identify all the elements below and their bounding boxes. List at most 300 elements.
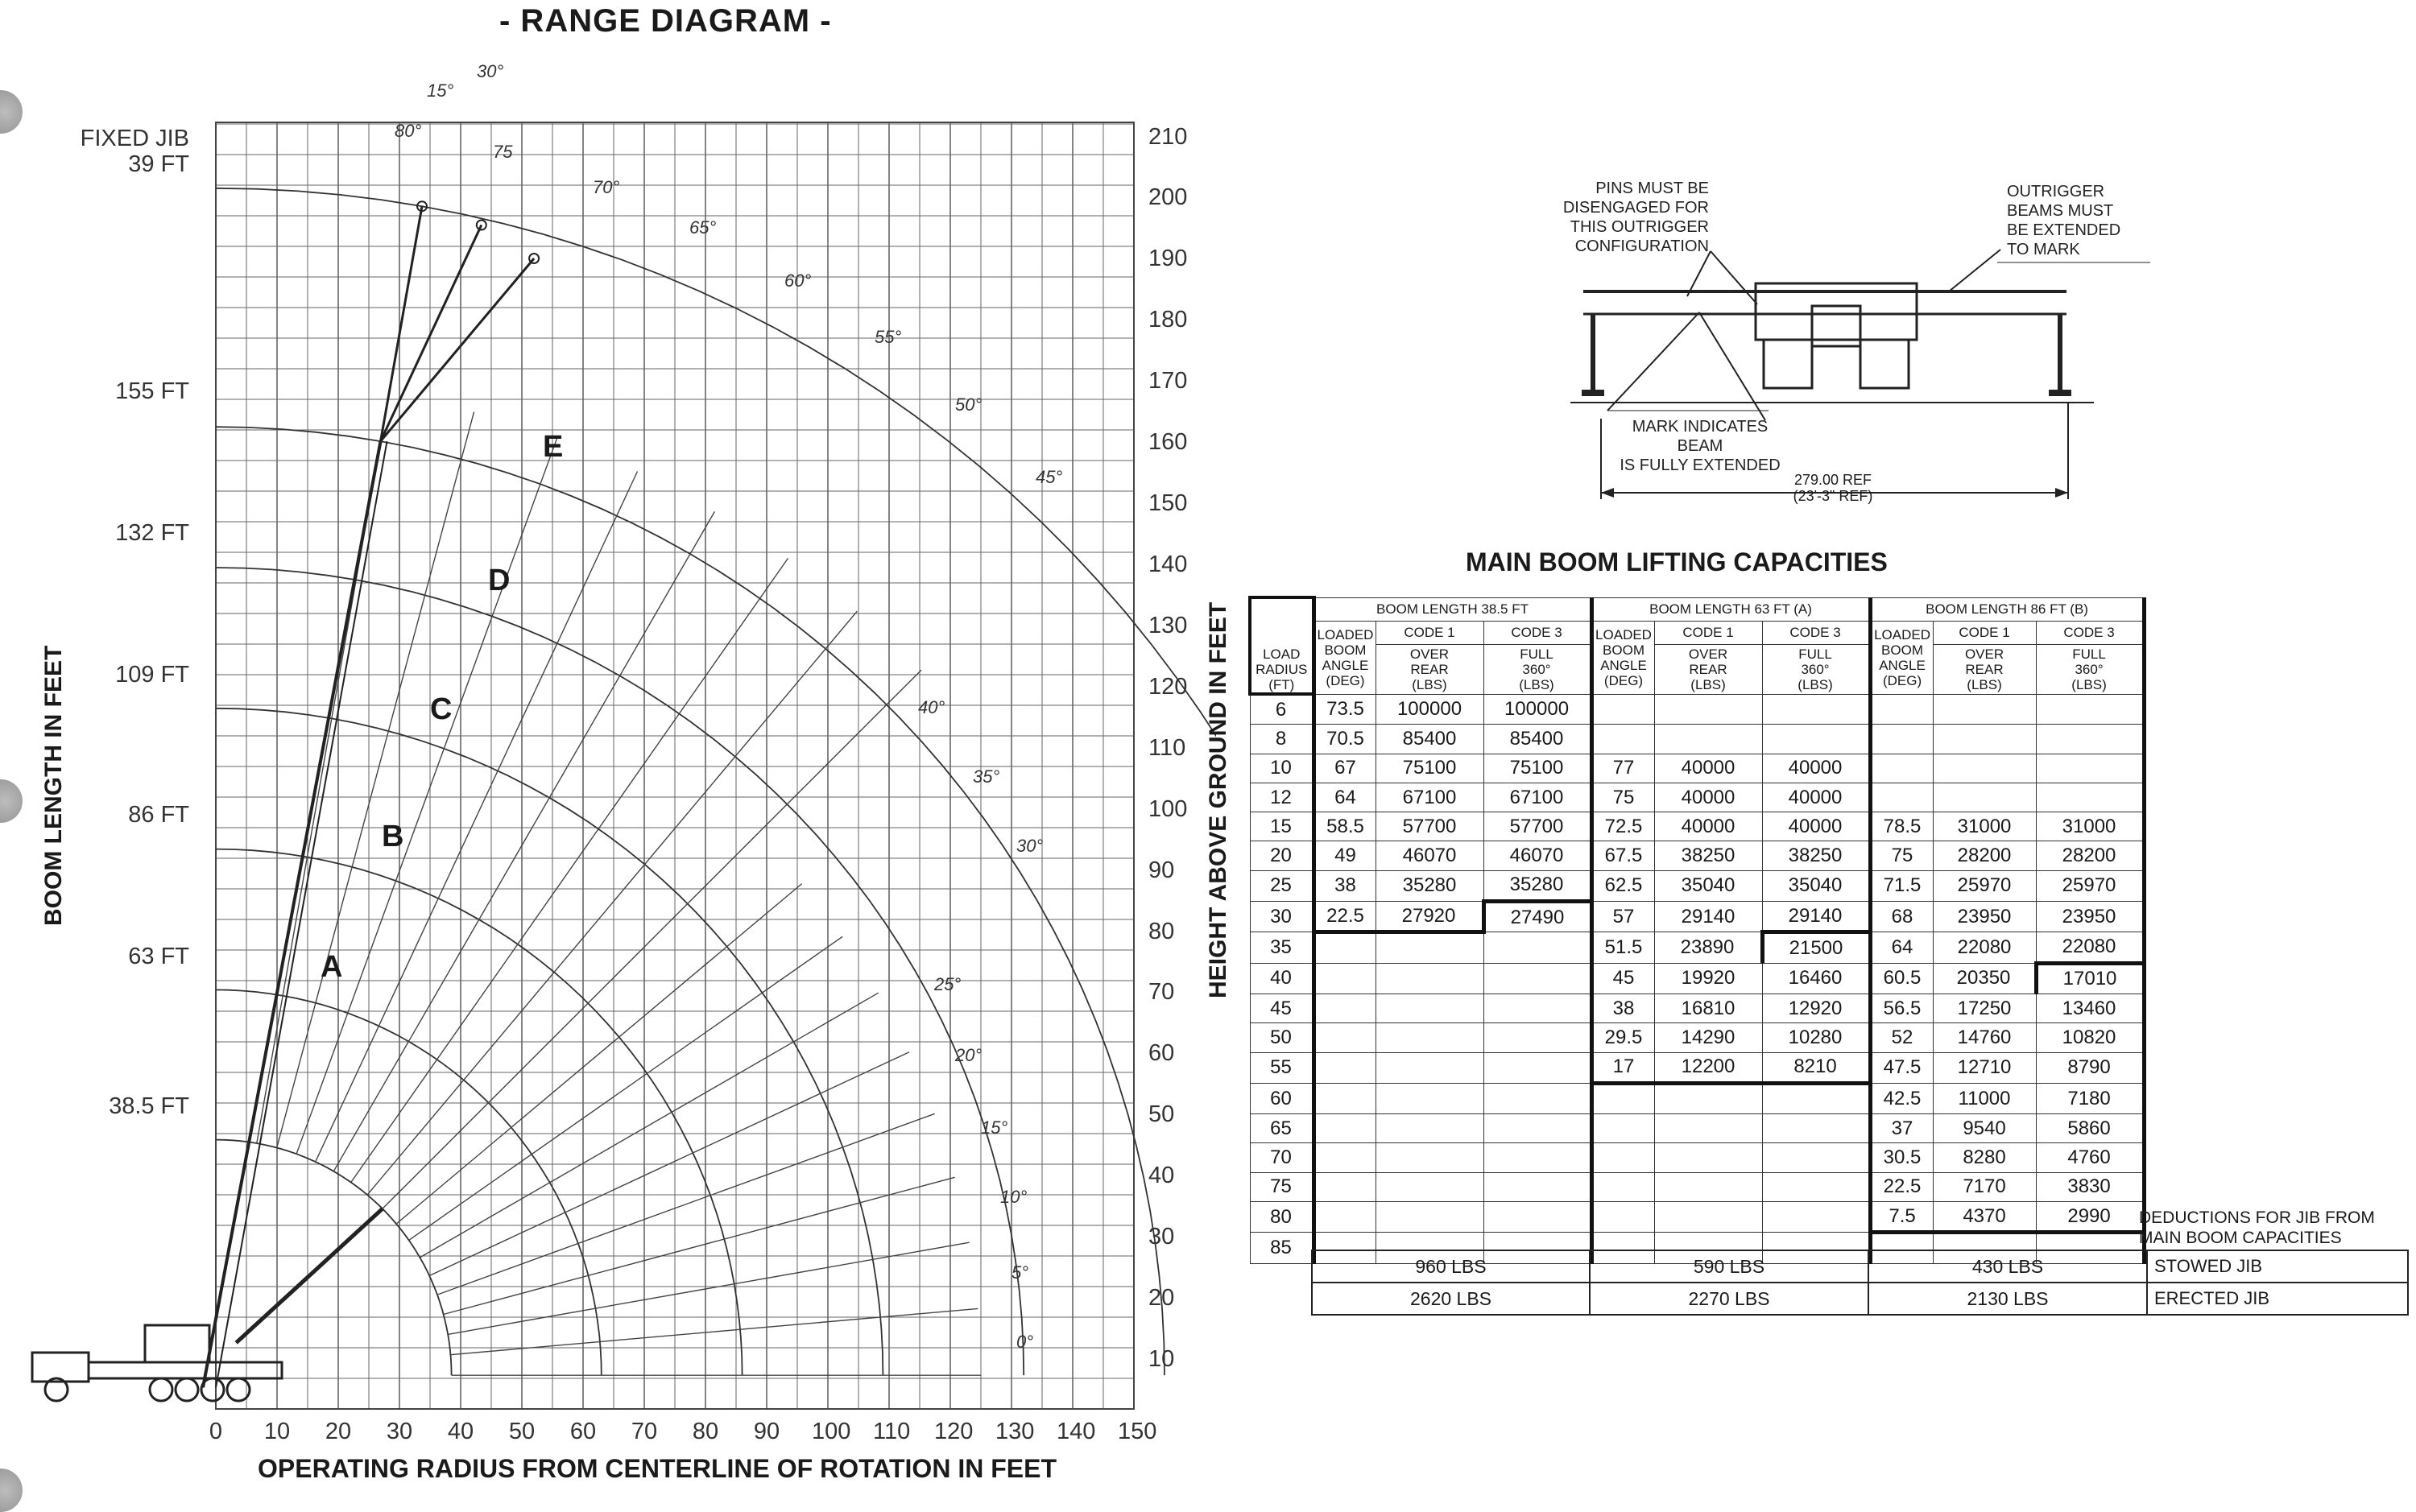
capacity-cell <box>1483 1023 1591 1052</box>
capacity-cell: 77 <box>1591 754 1654 783</box>
capacity-cell <box>1870 725 1933 754</box>
capacity-table-body <box>1250 694 2144 1263</box>
leader-line <box>1711 251 1757 304</box>
height-tick-label: 110 <box>1148 734 1186 761</box>
capacity-cell <box>1313 1114 1376 1143</box>
capacity-cell: 22.5 <box>1870 1172 1933 1201</box>
zone-label-a: A <box>321 950 343 984</box>
capacity-cell: 28200 <box>1933 841 2036 870</box>
dimension-label: 279.00 REF (23'-3" REF) <box>1793 472 1873 504</box>
capacity-cell <box>1483 1172 1591 1201</box>
load-radius-cell: 6 <box>1250 694 1313 725</box>
crane-turret-icon <box>145 1325 209 1362</box>
height-tick-label: 210 <box>1148 123 1188 150</box>
capacity-cell: 4760 <box>2036 1143 2144 1172</box>
stowed-boom-icon <box>236 1208 383 1342</box>
table-row <box>1250 994 2144 1022</box>
code1-header: CODE 1 <box>1654 621 1762 644</box>
load-radius-cell: 45 <box>1250 994 1313 1022</box>
capacity-cell <box>1483 932 1591 963</box>
capacity-cell: 10820 <box>2036 1023 2144 1052</box>
angle-label-60: 60° <box>784 271 812 291</box>
capacity-cell: 70.5 <box>1313 725 1376 754</box>
full-360-header: FULL 360° (LBS) <box>2036 644 2144 694</box>
angle-header: LOADED BOOM ANGLE (DEG) <box>1870 621 1933 694</box>
capacity-cell: 19920 <box>1654 963 1762 994</box>
capacity-cell <box>1591 1114 1654 1143</box>
capacity-cell: 20350 <box>1933 963 2036 994</box>
capacity-cell: 60.5 <box>1870 963 1933 994</box>
angle-label-75: 75 <box>493 142 513 162</box>
deduction-cell: 2130 LBS <box>1868 1283 2147 1315</box>
arrow-icon <box>1601 488 1614 498</box>
code1-header: CODE 1 <box>1933 621 2036 644</box>
capacity-cell <box>1933 694 2036 725</box>
x-tick-label: 60 <box>569 1419 597 1444</box>
angle-label-20: 20° <box>955 1045 983 1065</box>
capacity-cell <box>1376 963 1483 994</box>
fixed-jib-label: FIXED JIB <box>80 126 189 151</box>
capacity-cell: 40000 <box>1654 812 1762 841</box>
table-row <box>1250 1202 2144 1233</box>
capacity-table-title: MAIN BOOM LIFTING CAPACITIES <box>1466 547 1888 576</box>
deduction-label: STOWED JIB <box>2147 1250 2408 1283</box>
zone-label-b: B <box>382 820 404 853</box>
capacity-cell: 17010 <box>2036 963 2144 994</box>
capacity-cell: 14760 <box>1933 1023 2036 1052</box>
boom-angle-line <box>351 558 788 1182</box>
height-tick-label: 160 <box>1148 429 1188 456</box>
angle-label-45: 45° <box>1036 467 1063 487</box>
capacity-cell: 12920 <box>1762 994 1870 1022</box>
capacity-cell: 8210 <box>1762 1052 1870 1083</box>
over-rear-header: OVER REAR (LBS) <box>1376 644 1483 694</box>
capacity-cell: 2990 <box>2036 1202 2144 1233</box>
capacity-cell: 7180 <box>2036 1083 2144 1113</box>
table-row <box>1250 754 2144 783</box>
range-diagram-title: - RANGE DIAGRAM - <box>499 3 832 39</box>
table-row <box>1250 963 2144 994</box>
x-tick-label: 100 <box>812 1419 851 1444</box>
capacity-cell <box>1933 725 2036 754</box>
capacity-cell <box>1483 994 1591 1022</box>
capacity-cell <box>1654 1114 1762 1143</box>
capacity-cell: 11000 <box>1933 1083 2036 1113</box>
capacity-cell <box>2036 725 2144 754</box>
table-row <box>1250 1023 2144 1052</box>
truck-wheel-icon <box>201 1378 224 1401</box>
capacity-cell: 14290 <box>1654 1023 1762 1052</box>
x-tick-label: 120 <box>934 1419 974 1444</box>
capacity-cell: 58.5 <box>1313 812 1376 841</box>
height-tick-label: 20 <box>1148 1285 1175 1312</box>
boom-length-155-label: 155 FT <box>115 378 189 404</box>
deduction-cell: 2270 LBS <box>1590 1283 1868 1315</box>
capacity-cell: 40000 <box>1762 754 1870 783</box>
deductions-note: DEDUCTIONS FOR JIB FROM MAIN BOOM CAPACITIES <box>2139 1208 2375 1247</box>
table-row <box>1250 1172 2144 1201</box>
capacity-cell <box>1313 1083 1376 1113</box>
capacity-cell: 7170 <box>1933 1172 2036 1201</box>
capacity-cell: 23950 <box>2036 902 2144 932</box>
table-row <box>1312 1250 2408 1283</box>
capacity-cell: 25970 <box>2036 870 2144 901</box>
load-radius-cell: 30 <box>1250 902 1313 932</box>
table-row <box>1250 812 2144 841</box>
group-header-63: BOOM LENGTH 63 FT (A) <box>1591 597 1870 621</box>
capacity-cell: 57700 <box>1376 812 1483 841</box>
full-360-header: FULL 360° (LBS) <box>1483 644 1591 694</box>
capacity-cell: 67100 <box>1376 783 1483 812</box>
capacity-cell <box>1654 1083 1762 1113</box>
right-axis-title: HEIGHT ABOVE GROUND IN FEET <box>1205 601 1231 998</box>
left-axis-title: BOOM LENGTH IN FEET <box>40 645 67 926</box>
capacity-cell: 30.5 <box>1870 1143 1933 1172</box>
capacity-cell: 51.5 <box>1591 932 1654 963</box>
capacity-cell: 75 <box>1870 841 1933 870</box>
capacity-cell <box>1483 963 1591 994</box>
capacity-cell: 52 <box>1870 1023 1933 1052</box>
x-tick-label: 10 <box>263 1419 291 1444</box>
table-row <box>1250 783 2144 812</box>
capacity-cell <box>1313 932 1376 963</box>
height-tick-label: 100 <box>1148 795 1188 822</box>
capacity-cell: 8280 <box>1933 1143 2036 1172</box>
capacity-cell: 67.5 <box>1591 841 1654 870</box>
truck-wheel-icon <box>176 1378 198 1401</box>
load-radius-cell: 10 <box>1250 754 1313 783</box>
capacity-cell <box>2036 783 2144 812</box>
capacity-cell: 56.5 <box>1870 994 1933 1022</box>
truck-wheel-icon <box>150 1378 172 1401</box>
capacity-cell: 28200 <box>2036 841 2144 870</box>
capacity-cell <box>1654 725 1762 754</box>
angle-label-0: 0° <box>1016 1332 1034 1352</box>
capacity-cell: 27490 <box>1483 902 1591 932</box>
load-radius-cell: 35 <box>1250 932 1313 963</box>
capacity-cell <box>1933 754 2036 783</box>
capacity-cell: 35280 <box>1483 870 1591 901</box>
capacity-cell: 35040 <box>1762 870 1870 901</box>
deduction-cell: 2620 LBS <box>1312 1283 1590 1315</box>
capacity-cell: 38 <box>1313 870 1376 901</box>
capacity-cell <box>1313 1172 1376 1201</box>
x-tick-label: 0 <box>209 1419 223 1444</box>
code3-header: CODE 3 <box>1762 621 1870 644</box>
table-row <box>1250 902 2144 932</box>
boom-angle-line <box>383 670 921 1208</box>
capacity-cell <box>1313 1202 1376 1233</box>
height-tick-label: 90 <box>1148 857 1175 883</box>
capacity-cell <box>1376 1114 1483 1143</box>
outrigger-pad <box>1582 390 1604 396</box>
load-radius-cell: 20 <box>1250 841 1313 870</box>
angle-header: LOADED BOOM ANGLE (DEG) <box>1313 621 1376 694</box>
capacity-cell: 62.5 <box>1591 870 1654 901</box>
capacity-cell: 47.5 <box>1870 1052 1933 1083</box>
x-tick-label: 150 <box>1118 1419 1157 1444</box>
height-tick-label: 50 <box>1148 1101 1175 1128</box>
angle-label-5: 5° <box>1011 1262 1029 1283</box>
over-rear-header: OVER REAR (LBS) <box>1933 644 2036 694</box>
capacity-cell <box>2036 754 2144 783</box>
capacity-cell <box>1376 1023 1483 1052</box>
capacity-cell <box>1762 1083 1870 1113</box>
height-tick-label: 200 <box>1148 184 1188 211</box>
outrigger-pad <box>2049 390 2071 396</box>
group-header-86: BOOM LENGTH 86 FT (B) <box>1870 597 2144 621</box>
deduction-cell: 960 LBS <box>1312 1250 1590 1283</box>
group-header-38-5: BOOM LENGTH 38.5 FT <box>1313 597 1591 621</box>
x-tick-label: 130 <box>995 1419 1035 1444</box>
capacity-cell <box>1376 1172 1483 1201</box>
height-tick-label: 190 <box>1148 246 1188 272</box>
arrow-icon <box>2055 488 2068 498</box>
height-tick-label: 80 <box>1148 918 1175 944</box>
angle-label-30: 30° <box>1016 836 1044 856</box>
capacity-cell: 71.5 <box>1870 870 1933 901</box>
x-tick-label: 30 <box>386 1419 413 1444</box>
load-radius-cell: 75 <box>1250 1172 1313 1201</box>
boom-length-86-label: 86 FT <box>128 802 189 828</box>
jib-offset-30-label: 30° <box>477 61 504 81</box>
angle-label-70: 70° <box>593 177 620 197</box>
truck-tire-icon <box>1860 340 1909 388</box>
boom-length-109-label: 109 FT <box>115 662 189 688</box>
capacity-cell: 23950 <box>1933 902 2036 932</box>
load-radius-cell: 15 <box>1250 812 1313 841</box>
jib-length-label: 39 FT <box>128 151 189 177</box>
table-row <box>1250 932 2144 963</box>
capacity-cell: 21500 <box>1762 932 1870 963</box>
load-radius-cell: 55 <box>1250 1052 1313 1083</box>
capacity-cell: 73.5 <box>1313 694 1376 725</box>
boom-length-38-5-label: 38.5 FT <box>109 1093 189 1119</box>
x-tick-label: 20 <box>325 1419 352 1444</box>
load-radius-cell: 50 <box>1250 1023 1313 1052</box>
capacity-cell <box>1483 1114 1591 1143</box>
capacity-cell: 40000 <box>1762 812 1870 841</box>
capacity-cell <box>1654 1143 1762 1172</box>
capacity-cell <box>1591 694 1654 725</box>
capacity-cell: 57 <box>1591 902 1654 932</box>
jib-offset-15-label: 15° <box>427 81 454 101</box>
height-tick-label: 170 <box>1148 368 1188 395</box>
table-row <box>1250 841 2144 870</box>
capacity-cell: 10280 <box>1762 1023 1870 1052</box>
capacity-cell: 78.5 <box>1870 812 1933 841</box>
capacity-cell: 75100 <box>1483 754 1591 783</box>
capacity-cell <box>1376 1083 1483 1113</box>
capacity-cell <box>1762 694 1870 725</box>
capacity-cell: 8790 <box>2036 1052 2144 1083</box>
load-radius-cell: 12 <box>1250 783 1313 812</box>
capacity-cell: 17250 <box>1933 994 2036 1022</box>
capacity-cell: 16810 <box>1654 994 1762 1022</box>
capacity-cell <box>1483 1052 1591 1083</box>
capacity-cell: 64 <box>1313 783 1376 812</box>
capacity-cell: 22080 <box>2036 932 2144 963</box>
capacity-cell: 38 <box>1591 994 1654 1022</box>
x-tick-label: 50 <box>508 1419 536 1444</box>
capacity-cell: 16460 <box>1762 963 1870 994</box>
capacity-cell: 7.5 <box>1870 1202 1933 1233</box>
capacity-cell: 67 <box>1313 754 1376 783</box>
truck-chassis-icon <box>89 1362 282 1378</box>
capacity-cell: 22.5 <box>1313 902 1376 932</box>
x-tick-label: 90 <box>753 1419 780 1444</box>
capacity-cell: 40000 <box>1654 754 1762 783</box>
capacity-cell: 25970 <box>1933 870 2036 901</box>
capacity-cell: 31000 <box>1933 812 2036 841</box>
capacity-cell <box>1933 783 2036 812</box>
capacity-cell <box>1376 1202 1483 1233</box>
capacity-cell: 45 <box>1591 963 1654 994</box>
capacity-cell: 40000 <box>1654 783 1762 812</box>
angle-label-55: 55° <box>875 327 902 347</box>
capacity-cell <box>1483 1202 1591 1233</box>
capacity-cell <box>2036 694 2144 725</box>
capacity-cell: 49 <box>1313 841 1376 870</box>
capacity-cell: 68 <box>1870 902 1933 932</box>
capacity-cell <box>1870 694 1933 725</box>
capacity-cell: 9540 <box>1933 1114 2036 1143</box>
capacity-cell <box>1376 932 1483 963</box>
capacity-cell: 4370 <box>1933 1202 2036 1233</box>
angle-label-65: 65° <box>689 217 717 238</box>
capacity-cell: 23890 <box>1654 932 1762 963</box>
x-tick-label: 40 <box>447 1419 474 1444</box>
leader-line <box>1607 312 1699 411</box>
table-row <box>1250 1083 2144 1113</box>
capacity-cell <box>1654 694 1762 725</box>
load-radius-cell: 65 <box>1250 1114 1313 1143</box>
boom-angle-line <box>396 884 802 1225</box>
height-tick-label: 180 <box>1148 307 1188 333</box>
capacity-cell <box>1870 754 1933 783</box>
capacity-cell: 85400 <box>1376 725 1483 754</box>
capacity-cell <box>1313 1143 1376 1172</box>
zone-label-d: D <box>488 564 511 597</box>
capacity-cell <box>1762 1202 1870 1233</box>
capacity-cell: 12200 <box>1654 1052 1762 1083</box>
capacity-cell <box>1591 725 1654 754</box>
angle-header: LOADED BOOM ANGLE (DEG) <box>1591 621 1654 694</box>
load-radius-cell: 70 <box>1250 1143 1313 1172</box>
truck-tire-icon <box>1764 340 1812 388</box>
deduction-label: ERECTED JIB <box>2147 1283 2408 1315</box>
height-tick-label: 60 <box>1148 1040 1175 1067</box>
load-radius-cell: 8 <box>1250 725 1313 754</box>
table-row <box>1250 1143 2144 1172</box>
capacity-cell: 35040 <box>1654 870 1762 901</box>
beams-note: OUTRIGGER BEAMS MUST BE EXTENDED TO MARK <box>2007 183 2121 258</box>
zone-label-c: C <box>430 692 453 726</box>
capacity-cell: 85400 <box>1483 725 1591 754</box>
leader-line <box>1949 250 2000 291</box>
load-radius-cell: 80 <box>1250 1202 1313 1233</box>
capacity-cell <box>1483 1083 1591 1113</box>
mark-note: MARK INDICATES BEAM IS FULLY EXTENDED <box>1620 418 1781 474</box>
boom-length-63-label: 63 FT <box>128 944 189 969</box>
capacity-table <box>1248 596 2146 1264</box>
leader-line <box>1687 251 1711 296</box>
capacity-cell: 31000 <box>2036 812 2144 841</box>
height-tick-label: 120 <box>1148 673 1188 700</box>
load-radius-header: LOAD RADIUS (FT) <box>1250 597 1313 694</box>
capacity-cell <box>1591 1143 1654 1172</box>
capacity-cell: 57700 <box>1483 812 1591 841</box>
over-rear-header: OVER REAR (LBS) <box>1654 644 1762 694</box>
capacity-cell: 35280 <box>1376 870 1483 901</box>
capacity-cell <box>1654 1172 1762 1201</box>
code1-header: CODE 1 <box>1376 621 1483 644</box>
capacity-cell <box>1313 963 1376 994</box>
capacity-cell: 29140 <box>1762 902 1870 932</box>
load-radius-cell: 60 <box>1250 1083 1313 1113</box>
angle-label-80: 80° <box>395 121 422 141</box>
height-tick-label: 70 <box>1148 979 1175 1006</box>
deduction-cell: 430 LBS <box>1868 1250 2147 1283</box>
boom-length-132-label: 132 FT <box>115 520 189 546</box>
capacity-cell: 13460 <box>2036 994 2144 1022</box>
full-360-header: FULL 360° (LBS) <box>1762 644 1870 694</box>
code3-header: CODE 3 <box>2036 621 2144 644</box>
capacity-cell: 5860 <box>2036 1114 2144 1143</box>
capacity-cell: 67100 <box>1483 783 1591 812</box>
jib-deductions-table <box>1311 1250 2409 1316</box>
angle-label-50: 50° <box>955 395 983 415</box>
height-tick-label: 140 <box>1148 551 1188 577</box>
table-row <box>1312 1283 2408 1315</box>
capacity-cell <box>1762 1114 1870 1143</box>
capacity-cell: 29140 <box>1654 902 1762 932</box>
capacity-cell: 17 <box>1591 1052 1654 1083</box>
code3-header: CODE 3 <box>1483 621 1591 644</box>
capacity-cell <box>1591 1202 1654 1233</box>
x-tick-label: 70 <box>631 1419 658 1444</box>
capacity-cell: 37 <box>1870 1114 1933 1143</box>
capacity-cell <box>1762 1143 1870 1172</box>
capacity-cell: 38250 <box>1654 841 1762 870</box>
capacity-cell <box>1313 1052 1376 1083</box>
zone-label-e: E <box>543 430 564 464</box>
capacity-cell <box>1762 1172 1870 1201</box>
capacity-cell: 100000 <box>1483 694 1591 725</box>
capacity-cell <box>1376 1052 1483 1083</box>
capacity-cell <box>1762 725 1870 754</box>
capacity-cell: 27920 <box>1376 902 1483 932</box>
capacity-cell: 12710 <box>1933 1052 2036 1083</box>
table-row <box>1250 1052 2144 1083</box>
capacity-cell <box>1654 1202 1762 1233</box>
capacity-cell: 75 <box>1591 783 1654 812</box>
capacity-cell: 38250 <box>1762 841 1870 870</box>
capacity-cell <box>1870 783 1933 812</box>
angle-label-40: 40° <box>918 697 945 717</box>
x-axis-title: OPERATING RADIUS FROM CENTERLINE OF ROTATION IN FEET <box>258 1454 1057 1483</box>
capacity-cell <box>1591 1083 1654 1113</box>
angle-label-25: 25° <box>934 974 962 994</box>
height-tick-label: 150 <box>1148 490 1188 517</box>
height-tick-label: 130 <box>1148 612 1188 638</box>
capacity-cell <box>1483 1143 1591 1172</box>
capacity-cell: 72.5 <box>1591 812 1654 841</box>
load-radius-cell: 40 <box>1250 963 1313 994</box>
capacity-cell: 64 <box>1870 932 1933 963</box>
angle-label-15: 15° <box>981 1117 1008 1138</box>
capacity-cell <box>1376 1143 1483 1172</box>
